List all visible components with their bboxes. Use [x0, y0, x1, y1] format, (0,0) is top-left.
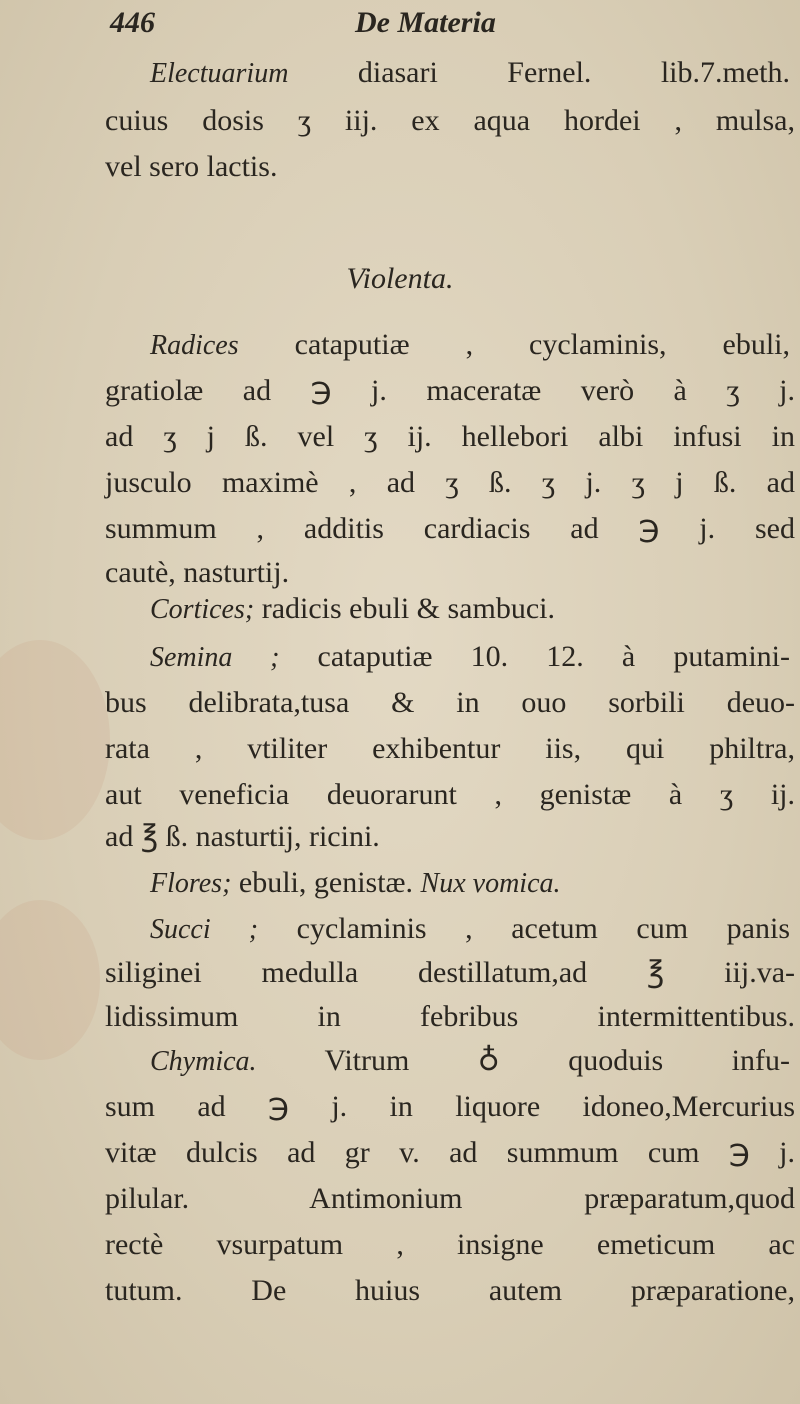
text-line: ad ʒ j ß. vel ʒ ij. hellebori albi infusi in [105, 420, 795, 453]
text-span: Vitrum ♁ quoduis infu- [324, 1044, 790, 1077]
text-line: rata , vtiliter exhibentur iis, qui philtra, [105, 732, 795, 765]
text-line [150, 642, 790, 672]
running-title: De Materia [355, 6, 496, 39]
text-line: bus delibrata,tusa & in ouo sorbili deuo- [105, 686, 795, 719]
entry-heading: Succi ; [150, 914, 259, 945]
section-title: Violenta. [346, 262, 454, 295]
text-line [150, 868, 790, 898]
entry-heading: Electuarium [150, 58, 289, 89]
text-line: rectè vsurpatum , insigne emeticum ac [105, 1228, 795, 1261]
text-line: jusculo maximè , ad ʒ ß. ʒ j. ʒ j ß. ad [105, 466, 795, 499]
text-line: tutum. De huius autem præparatione, [105, 1274, 795, 1307]
entry-heading: Radices [150, 330, 239, 361]
text-line: cautè, nasturtij. [105, 556, 290, 589]
text-line: ad ℥ ß. nasturtij, ricini. [105, 820, 380, 853]
running-header [0, 6, 800, 46]
page-stain [0, 640, 110, 840]
text-line [150, 58, 790, 88]
text-span: diasari Fernel. lib.7.meth. [357, 56, 790, 89]
text-line: sum ad ℈ j. in liquore idoneo,Mercurius [105, 1090, 795, 1123]
text-line: siliginei medulla destillatum,ad ℥ iij.va- [105, 956, 795, 989]
text-span: cyclaminis , acetum cum panis [296, 912, 790, 945]
page-number: 446 [110, 6, 155, 39]
text-line [150, 914, 790, 944]
text-line [150, 1046, 790, 1076]
entry-heading: Semina ; [150, 642, 280, 673]
text-span: radicis ebuli & sambuci. [261, 592, 555, 625]
text-line [150, 594, 790, 624]
text-line: aut veneficia deuorarunt , genistæ à ʒ ij. [105, 778, 795, 811]
text-line: pilular. Antimonium præparatum,quod [105, 1182, 795, 1215]
text-span: ebuli, genistæ. [238, 866, 414, 899]
text-span: cataputiæ 10. 12. à putamini- [317, 640, 790, 673]
text-span: cataputiæ , cyclaminis, ebuli, [294, 328, 790, 361]
entry-heading: Cortices; [150, 594, 255, 625]
entry-heading: Flores; [150, 868, 232, 899]
entry-heading: Nux vomica. [420, 868, 561, 899]
text-line: summum , additis cardiacis ad ℈ j. sed [105, 512, 795, 545]
text-line: vitæ dulcis ad gr v. ad summum cum ℈ j. [105, 1136, 795, 1169]
text-line: gratiolæ ad ℈ j. maceratæ verò à ʒ j. [105, 374, 795, 407]
text-line: lidissimum in febribus intermittentibus. [105, 1000, 795, 1033]
entry-heading: Chymica. [150, 1046, 257, 1077]
text-line [150, 330, 790, 360]
page-stain [0, 900, 100, 1060]
text-line: cuius dosis ʒ iij. ex aqua hordei , mulsa, [105, 104, 795, 137]
text-line: vel sero lactis. [105, 150, 278, 183]
